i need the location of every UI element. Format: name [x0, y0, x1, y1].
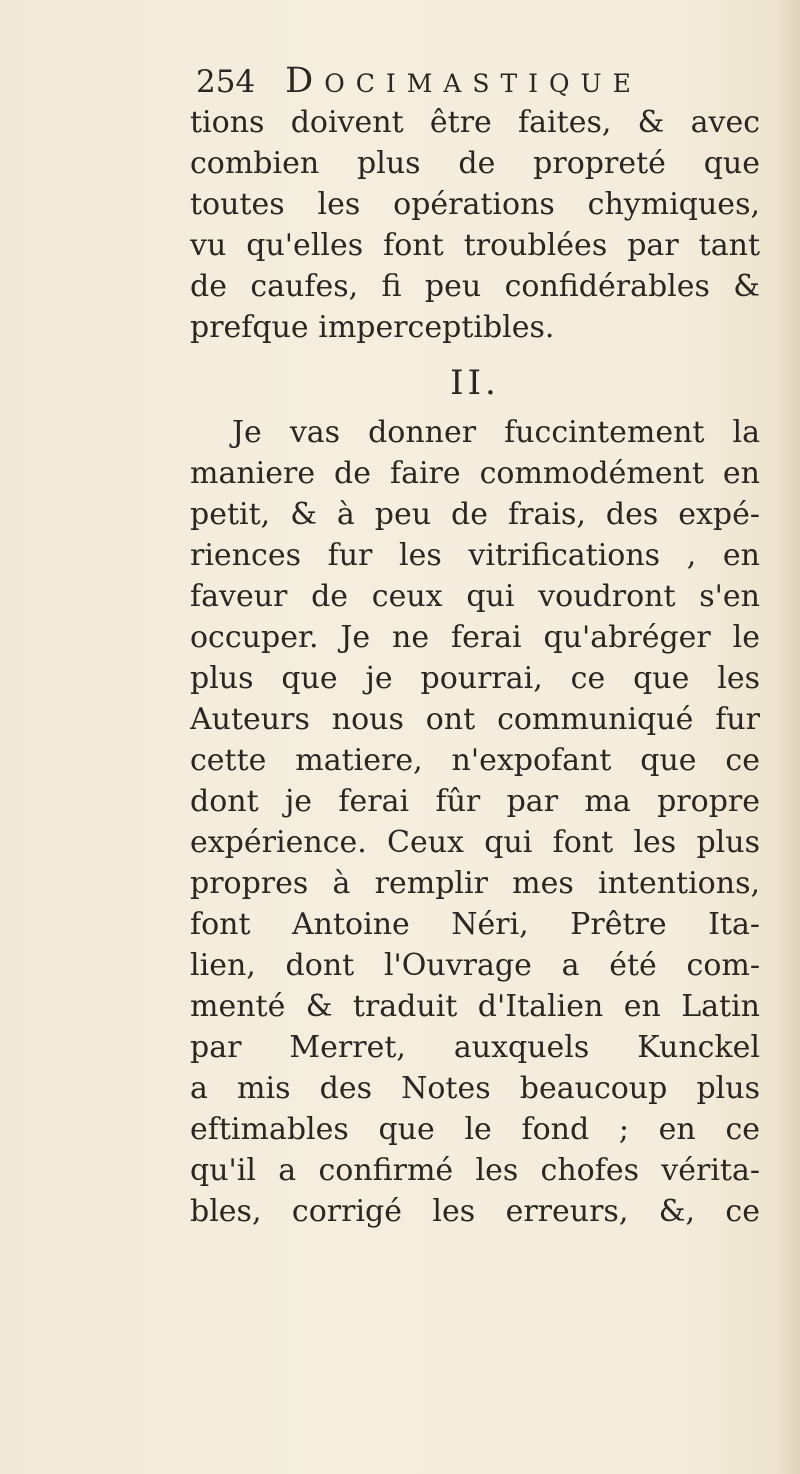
page-edge-shadow — [776, 0, 800, 1474]
text-line: propres à remplir mes intentions, — [190, 866, 760, 901]
text-line: vu qu'elles font troublées par tant — [190, 228, 760, 263]
text-line: plus que je pourrai, ce que les — [190, 661, 760, 696]
text-line: tions doivent être faites, & avec — [190, 105, 760, 140]
page-number: 254 — [196, 64, 256, 100]
text-line: riences fur les vitrifications , en — [190, 538, 760, 573]
text-line: dont je ferai fûr par ma propre — [190, 784, 760, 819]
section-number: II. — [450, 363, 500, 403]
text-line: font Antoine Néri, Prêtre Ita- — [190, 907, 760, 942]
text-line: combien plus de propreté que — [190, 146, 760, 181]
paragraph-1 — [190, 102, 760, 348]
text-line: faveur de ceux qui voudront s'en — [190, 579, 760, 614]
text-line: qu'il a confirmé les chofes vérita- — [190, 1153, 760, 1188]
text-line: toutes les opérations chymiques, — [190, 187, 760, 222]
text-line: par Merret, auxquels Kunckel — [190, 1030, 760, 1065]
text-line: eftimables que le fond ; en ce — [190, 1112, 760, 1147]
text-line: petit, & à peu de frais, des expé- — [190, 497, 760, 532]
paragraph-2 — [190, 412, 760, 1232]
text-line: menté & traduit d'Italien en Latin — [190, 989, 760, 1024]
running-title: Docimastique — [285, 61, 642, 101]
text-line: cette matiere, n'expofant que ce — [190, 743, 760, 778]
text-line: bles, corrigé les erreurs, &, ce — [190, 1194, 760, 1229]
text-line: occuper. Je ne ferai qu'abréger le — [190, 620, 760, 655]
text-line: lien, dont l'Ouvrage a été com- — [190, 948, 760, 983]
text-line: de caufes, fi peu confidérables & — [190, 269, 760, 304]
running-header — [196, 58, 716, 104]
text-line: Je vas donner fuccintement la — [232, 415, 760, 450]
text-line: Auteurs nous ont communiqué fur — [190, 702, 760, 737]
text-line: maniere de faire commodément en — [190, 456, 760, 491]
text-line: prefque imperceptibles. — [190, 310, 555, 345]
text-line: expérience. Ceux qui font les plus — [190, 825, 760, 860]
text-line: a mis des Notes beaucoup plus — [190, 1071, 760, 1106]
